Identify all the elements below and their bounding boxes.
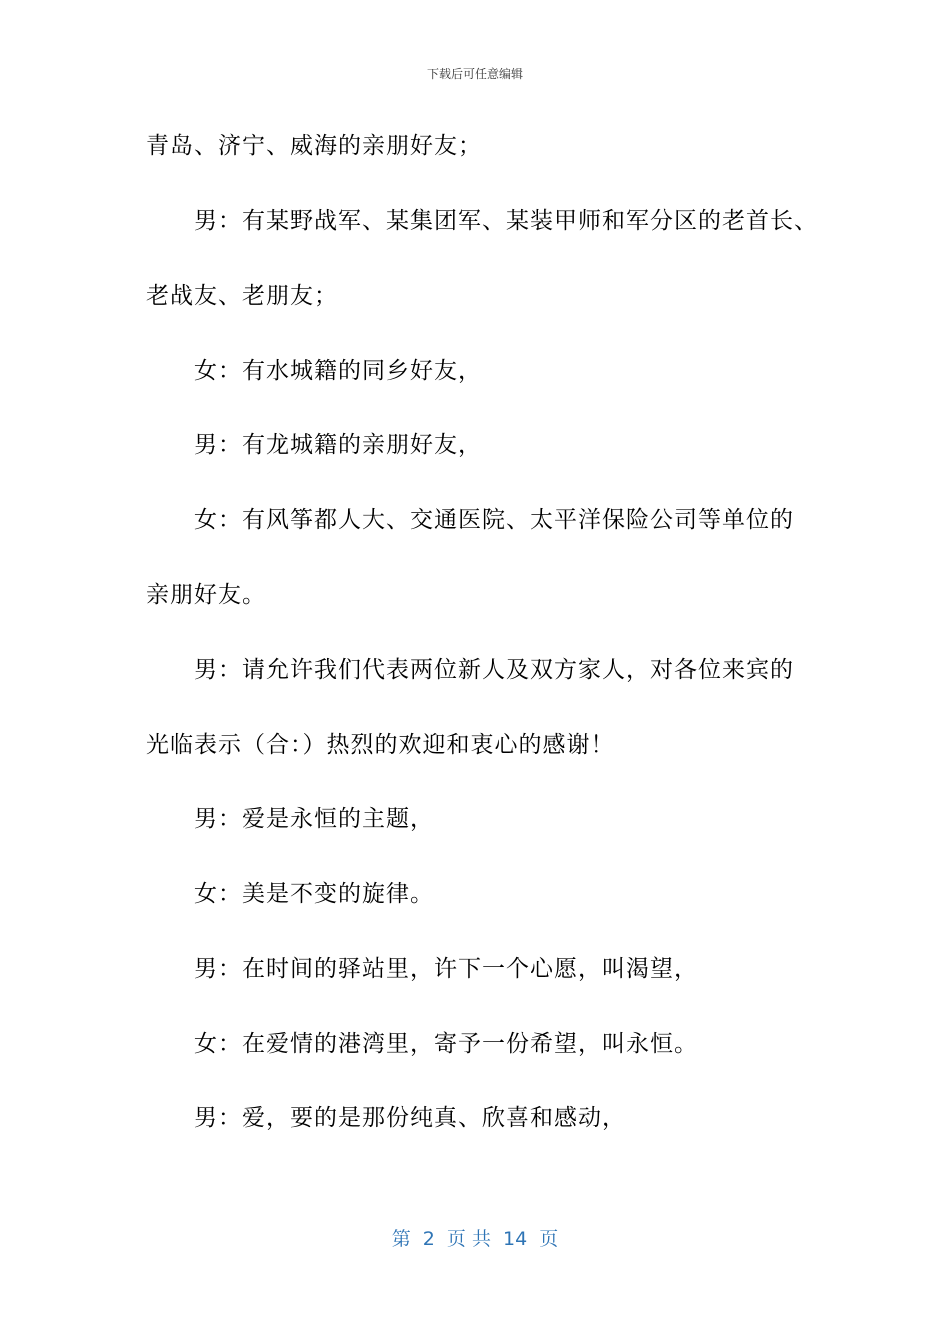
text-line: 女：在爱情的港湾里，寄予一份希望，叫永恒。	[194, 1031, 698, 1057]
text-line: 女：美是不变的旋律。	[194, 881, 434, 907]
text-line: 亲朋好友。	[146, 582, 266, 608]
text-line: 老战友、老朋友；	[146, 283, 338, 309]
page-header-note: 下载后可任意编辑	[426, 67, 523, 81]
text-line: 男：有龙城籍的亲朋好友，	[194, 432, 482, 458]
text-line: 男：在时间的驿站里，许下一个心愿，叫渴望，	[194, 956, 698, 982]
page-number-footer: 第 2 页 共 14 页	[391, 1228, 559, 1250]
text-line: 男：请允许我们代表两位新人及双方家人，对各位来宾的	[194, 657, 794, 683]
text-line: 男：爱，要的是那份纯真、欣喜和感动，	[194, 1105, 626, 1131]
text-line: 男：有某野战军、某集团军、某装甲师和军分区的老首长、	[194, 208, 818, 234]
text-line: 青岛、济宁、威海的亲朋好友；	[146, 133, 482, 159]
text-line: 男：爱是永恒的主题，	[194, 806, 434, 832]
text-line: 光临表示（合：）热烈的欢迎和衷心的感谢！	[146, 732, 615, 758]
text-line: 女：有水城籍的同乡好友，	[194, 358, 482, 384]
text-line: 女：有风筝都人大、交通医院、太平洋保险公司等单位的	[194, 507, 794, 533]
